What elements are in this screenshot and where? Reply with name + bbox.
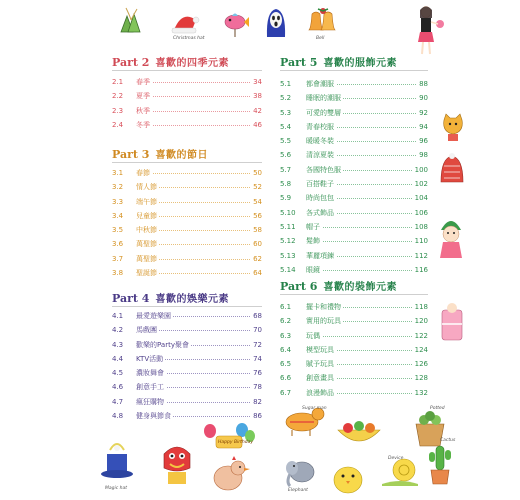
section-divider [112, 70, 262, 71]
toc-entry[interactable]: 4.7 瘋狂購物 82 [112, 395, 262, 409]
sugar-man-caption: Sugar man [302, 406, 327, 411]
bell-illustration [306, 6, 340, 36]
cactus-illustration [426, 440, 454, 486]
toc-entry[interactable]: 3.6 萬聖節 60 [112, 237, 262, 251]
toc-entry[interactable]: 4.5 濃妝舞會 76 [112, 366, 262, 380]
device-caption: Device [388, 456, 404, 461]
toc-list [280, 77, 428, 277]
toc-entry[interactable]: 5.9 時尚包包 104 [280, 191, 428, 205]
toc-entry[interactable]: 5.4 青春校服 94 [280, 120, 428, 134]
section-divider [280, 294, 428, 295]
toc-entry[interactable]: 5.6 清涼夏裝 98 [280, 148, 428, 162]
green-doll-illustration [436, 212, 466, 262]
toc-list [112, 75, 262, 132]
ghost-mask-illustration [265, 7, 287, 39]
toc-list [280, 300, 428, 400]
toc-entry[interactable]: 3.8 聖誕節 64 [112, 266, 262, 280]
toc-entry[interactable]: 5.12 髮飾 110 [280, 234, 428, 248]
section-header: Part 2 喜歡的四季元素 [112, 56, 229, 69]
section-divider [112, 162, 262, 163]
girl-figure-illustration [410, 4, 446, 56]
toc-entry[interactable]: 5.10 各式飾品 106 [280, 206, 428, 220]
toc-entry[interactable]: 4.4 KTV活動 74 [112, 352, 262, 366]
toc-entry[interactable]: 2.1 春季 34 [112, 75, 262, 89]
cactus-caption: Cactus [440, 438, 456, 443]
toc-entry[interactable]: 4.1 最愛遊樂園 68 [112, 309, 262, 323]
toc-entry[interactable]: 5.5 暖暖冬裝 96 [280, 134, 428, 148]
potted-caption: Potted [430, 406, 445, 411]
toc-entry[interactable]: 6.6 創意畫具 128 [280, 371, 428, 385]
section-divider [280, 70, 428, 71]
cat-doll-illustration [440, 112, 466, 142]
section-header: Part 6 喜歡的裝飾元素 [280, 280, 397, 293]
toc-entry[interactable]: 6.3 玩偶 122 [280, 329, 428, 343]
toc-entry[interactable]: 4.6 創意手工 78 [112, 380, 262, 394]
section-header: Part 5 喜歡的服飾元素 [280, 56, 397, 69]
toc-list [112, 309, 262, 423]
toc-entry[interactable]: 6.1 擺卡和禮物 118 [280, 300, 428, 314]
toc-entry[interactable]: 5.8 百搭鞋子 102 [280, 177, 428, 191]
toc-entry[interactable]: 5.3 可愛的雙層 92 [280, 106, 428, 120]
birthday-balloons-illustration [200, 422, 256, 456]
toc-entry[interactable]: 4.8 健身與節食 86 [112, 409, 262, 423]
knit-hat-illustration [438, 152, 466, 188]
toc-entry[interactable]: 5.14 眼鏡 116 [280, 263, 428, 277]
zongzi-illustration [117, 6, 143, 36]
chick-pot-illustration [208, 456, 252, 496]
toc-entry[interactable]: 4.3 歡樂的Party聚會 72 [112, 338, 262, 352]
pink-cake-illustration [438, 300, 466, 346]
fruit-bowl-illustration [336, 418, 382, 448]
toc-entry[interactable]: 2.3 秋季 42 [112, 104, 262, 118]
toc-entry[interactable]: 5.13 華麗項鍊 112 [280, 249, 428, 263]
section-header: Part 3 喜歡的節日 [112, 148, 208, 161]
yellow-chick-illustration [330, 460, 366, 496]
toc-entry[interactable]: 3.4 兒童節 56 [112, 209, 262, 223]
toc-entry[interactable]: 6.7 浪漫飾品 132 [280, 386, 428, 400]
magic-hat-caption: Magic hat [105, 486, 128, 491]
toc-entry[interactable]: 6.2 實用的玩具 120 [280, 314, 428, 328]
fish-lantern-illustration [222, 8, 250, 38]
toc-entry[interactable]: 2.2 夏季 38 [112, 89, 262, 103]
toc-entry[interactable]: 3.3 端午節 54 [112, 195, 262, 209]
bell-caption: Bell [316, 36, 325, 41]
christmas-hat-caption: Christmas hat [173, 36, 205, 41]
toc-entry[interactable]: 2.4 冬季 46 [112, 118, 262, 132]
toc-entry[interactable]: 6.4 模型玩具 124 [280, 343, 428, 357]
toc-entry[interactable]: 4.2 馬戲團 70 [112, 323, 262, 337]
toc-entry[interactable]: 5.2 睡眠的潮服 90 [280, 91, 428, 105]
toc-list [112, 166, 262, 280]
magic-hat-illustration [98, 440, 136, 484]
toc-entry[interactable]: 3.7 萬聖節 62 [112, 252, 262, 266]
lion-dance-illustration [160, 440, 194, 486]
section-divider [112, 306, 262, 307]
toc-entry[interactable]: 3.2 情人節 52 [112, 180, 262, 194]
toc-entry[interactable]: 5.1 都會潮服 88 [280, 77, 428, 91]
toc-entry[interactable]: 3.5 中秋節 58 [112, 223, 262, 237]
toc-entry[interactable]: 5.11 帽子 108 [280, 220, 428, 234]
christmas-hat-illustration [170, 10, 200, 36]
toc-entry[interactable]: 5.7 各國特色服 100 [280, 163, 428, 177]
elephant-caption: Elephant [288, 488, 308, 493]
elephant-illustration [284, 456, 318, 488]
toc-entry[interactable]: 3.1 春節 50 [112, 166, 262, 180]
section-header: Part 4 喜歡的娛樂元素 [112, 292, 229, 305]
happy-birthday-caption: Happy Birthday [218, 440, 254, 445]
toc-entry[interactable]: 6.5 賦予玩具 126 [280, 357, 428, 371]
